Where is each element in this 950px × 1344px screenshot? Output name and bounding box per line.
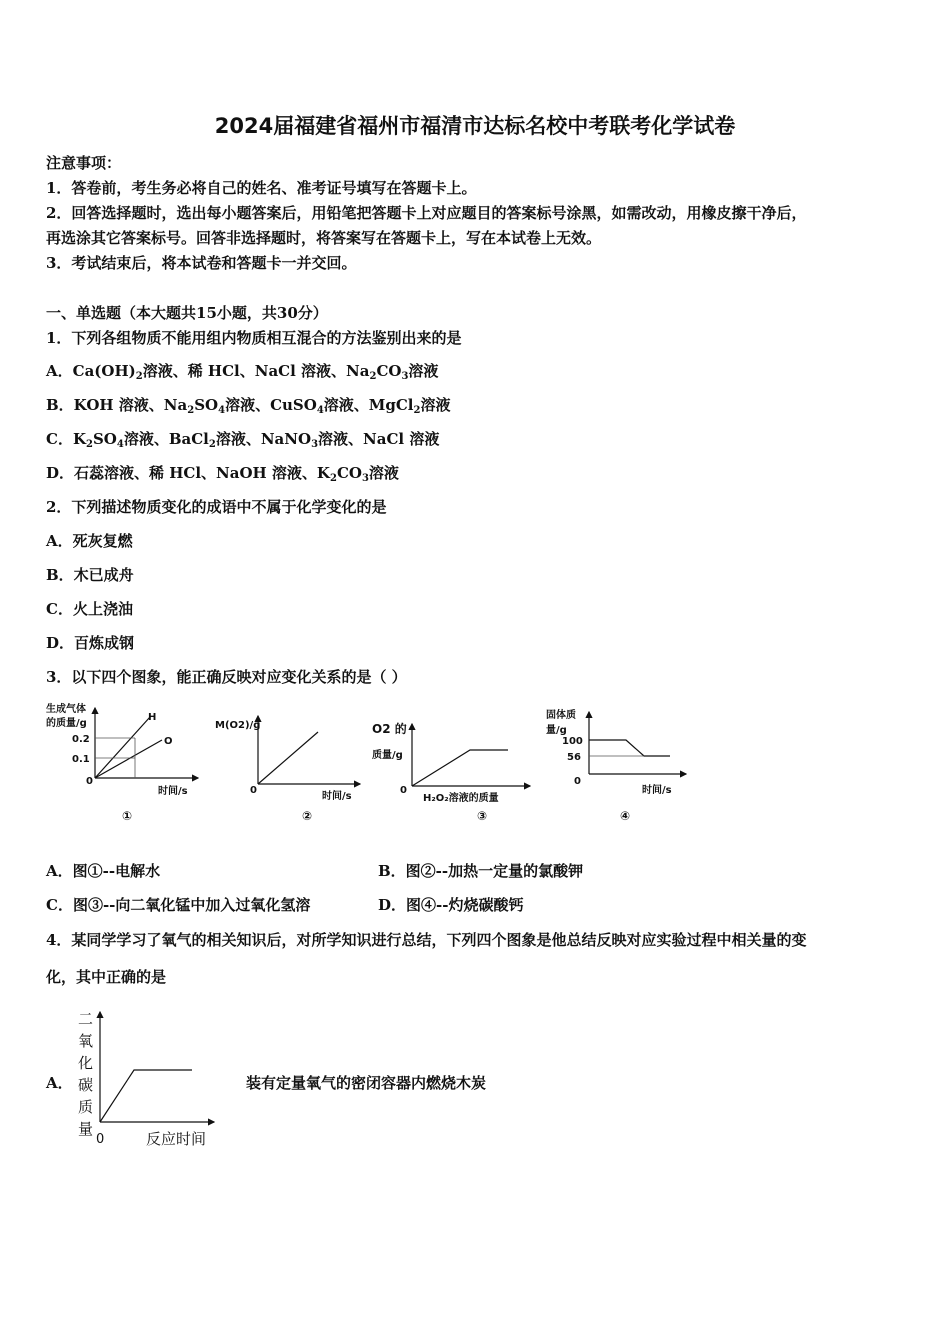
q4-option-a-text: 装有定量氧气的密闭容器内燃烧木炭 (246, 1074, 487, 1092)
g2-xlabel: 时间/s (322, 791, 352, 802)
q3-option-c[interactable]: C．图③--向二氧化锰中加入过氧化氢溶 (46, 896, 311, 914)
section-heading: 一、单选题（本大题共15小题，共30分） (46, 304, 328, 322)
q3-graph-1 (40, 700, 210, 825)
g1-label-h: H (148, 712, 157, 723)
q4-ylabel-char-1: 二 (78, 1010, 94, 1028)
g1-origin: 0 (86, 776, 93, 787)
g4-tick-56: 56 (567, 752, 581, 763)
notice-heading: 注意事项： (46, 154, 122, 172)
g2-ylabel: M(O2)/g (215, 720, 261, 731)
q1-option-c[interactable]: C．$K_2SO_4$溶液、BaCl$_2$溶液、NaNO$_3$溶液、NaCl 溶液 (46, 430, 440, 450)
g1-ylabel-2: 的质量/g (46, 718, 87, 729)
g1-line-o (95, 740, 162, 778)
q3-graph-2 (210, 700, 370, 825)
g3-line (412, 750, 508, 786)
q4-option-a-label[interactable]: A． (46, 1074, 73, 1092)
q2-option-a[interactable]: A．死灰复燃 (46, 532, 133, 550)
g4-line (589, 740, 670, 756)
g4-tick-100: 100 (562, 736, 583, 747)
q1-option-a[interactable]: A．$Ca(OH)_2$溶液、稀 HCl、NaCl 溶液、$Na_2CO_3$溶液 (46, 362, 439, 382)
q2-option-c[interactable]: C．火上浇油 (46, 600, 133, 618)
g4-caption: ④ (620, 809, 631, 823)
q4-ylabel-char-3: 化 (78, 1054, 94, 1072)
q2-option-d[interactable]: D．百炼成钢 (46, 634, 135, 652)
q4-ylabel-char-6: 量 (78, 1120, 94, 1138)
g1-line-h (95, 717, 150, 778)
q3-graph-4 (540, 700, 700, 825)
g3-ylabel-2: 质量/g (372, 750, 403, 761)
q4-graph-a (74, 1004, 224, 1154)
q4-ylabel-char-2: 氧 (78, 1032, 94, 1050)
g4-ylabel-2: 量/g (546, 725, 567, 736)
q3-option-d[interactable]: D．图④--灼烧碳酸钙 (378, 896, 524, 914)
notice-item-2-cont: 再选涂其它答案标号。回答非选择题时，将答案写在答题卡上，写在本试卷上无效。 (46, 229, 602, 247)
g3-ylabel-1: O2 的 (372, 722, 407, 736)
q4-origin: 0 (96, 1132, 105, 1147)
g3-xlabel: H₂O₂溶液的质量 (423, 793, 499, 804)
q3-graph-3 (365, 700, 540, 825)
notice-item-1: 1．答卷前，考生务必将自己的姓名、准考证号填写在答题卡上。 (46, 179, 477, 197)
g1-tick-01: 0.1 (72, 754, 90, 765)
q2-option-b[interactable]: B．木已成舟 (46, 566, 134, 584)
g1-xlabel: 时间/s (158, 786, 188, 797)
q3-option-a[interactable]: A．图①--电解水 (46, 862, 161, 880)
q2-stem: 2．下列描述物质变化的成语中不属于化学变化的是 (46, 498, 387, 516)
g1-tick-02: 0.2 (72, 734, 90, 745)
q4-line (100, 1070, 192, 1122)
q1-option-b[interactable]: B．KOH 溶液、$Na_2SO_4$溶液、CuSO$_4$溶液、MgCl$_2$溶液 (46, 396, 451, 416)
g2-line (258, 732, 318, 784)
g4-origin: 0 (574, 776, 581, 787)
q3-stem: 3．以下四个图象，能正确反映对应变化关系的是（ ） (46, 668, 407, 686)
q4-stem-line-1: 4．某同学学习了氧气的相关知识后，对所学知识进行总结，下列四个图象是他总结反映对应实验过程中相关量的变 (46, 931, 807, 949)
q1-option-d[interactable]: D．石蕊溶液、稀 HCl、NaOH 溶液、$K_2CO_3$溶液 (46, 464, 399, 484)
g1-caption: ① (122, 809, 133, 823)
g4-ylabel-1: 固体质 (546, 710, 576, 721)
q4-ylabel-char-4: 碳 (78, 1076, 94, 1094)
notice-item-2: 2．回答选择题时，选出每小题答案后，用铅笔把答题卡上对应题目的答案标号涂黑，如需改动，用橡皮擦干净后， (46, 204, 807, 222)
g3-caption: ③ (477, 809, 488, 823)
g2-caption: ② (302, 809, 313, 823)
q3-option-b[interactable]: B．图②--加热一定量的氯酸钾 (378, 862, 584, 880)
q4-stem-line-2: 化，其中正确的是 (46, 968, 167, 986)
g1-ylabel-1: 生成气体 (46, 704, 86, 715)
exam-title: 2024届福建省福州市福清市达标名校中考联考化学试卷 (214, 114, 736, 138)
g2-origin: 0 (250, 785, 257, 796)
q4-ylabel-char-5: 质 (78, 1098, 94, 1116)
notice-item-3: 3．考试结束后，将本试卷和答题卡一并交回。 (46, 254, 357, 272)
q4-xlabel: 反应时间 (146, 1130, 207, 1148)
g4-xlabel: 时间/s (642, 785, 672, 796)
g3-origin: 0 (400, 785, 407, 796)
g1-label-o: O (164, 736, 173, 747)
q1-stem: 1．下列各组物质不能用组内物质相互混合的方法鉴别出来的是 (46, 329, 462, 347)
